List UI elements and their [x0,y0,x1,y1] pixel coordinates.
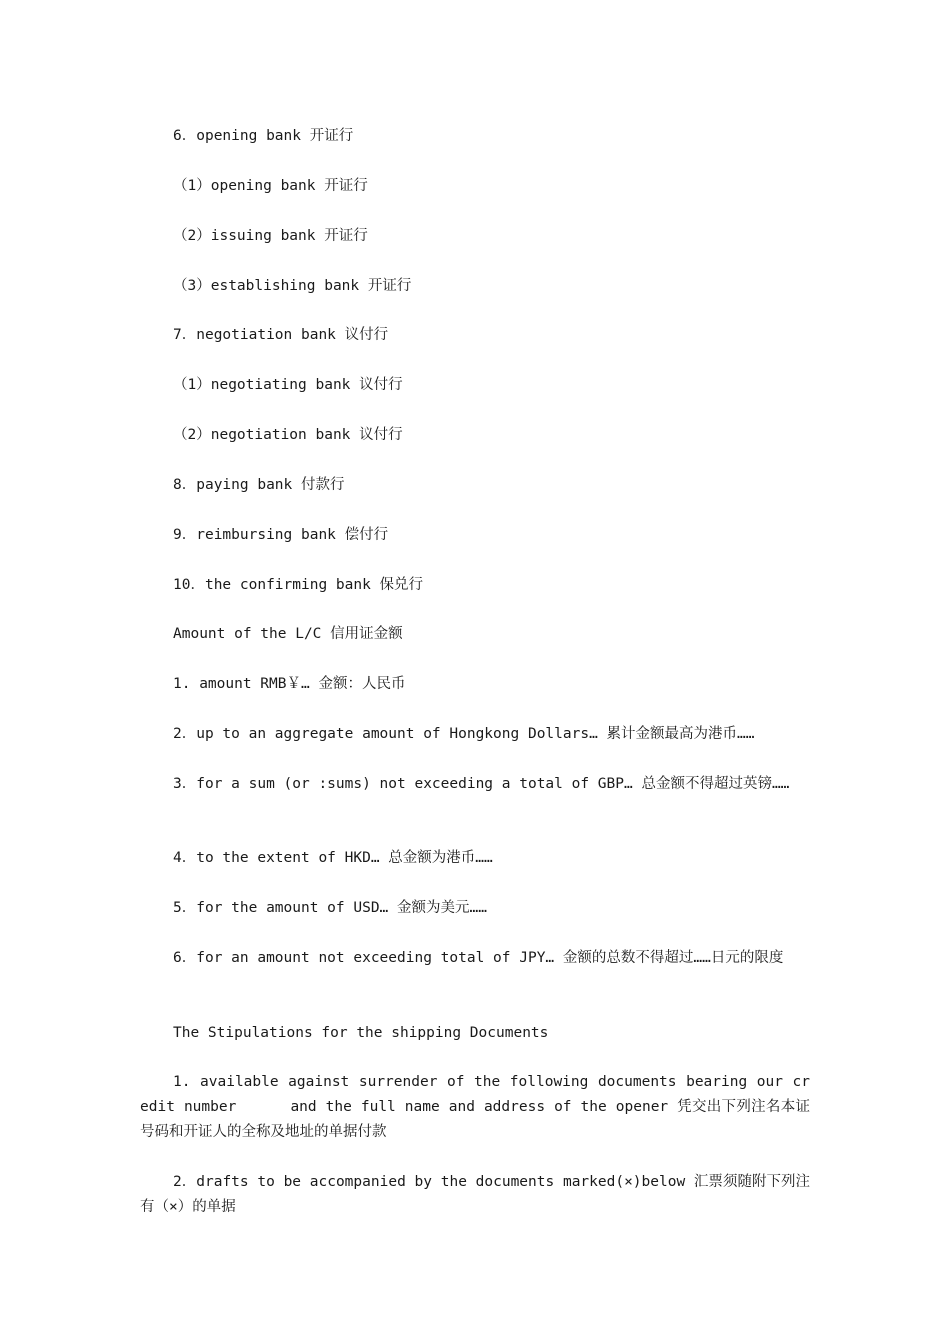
text-line-issuing-bank: （2）issuing bank 开证行 [173,228,368,244]
text-line-amount-usd: 5．for the amount of USD… 金额为美元…… [173,900,487,916]
text-line-negotiation-bank-2: （2）negotiation bank 议付行 [173,427,403,443]
text-line-amount-gbp: 3．for a sum (or :sums) not exceeding a total of GBP… 总金额不得超过英镑…… [173,776,790,792]
text-line-available-against-surrender: 1. available against surrender of the following documents bearing our credit number and the full name and address of the opener 凭交出下列注名本证号码和开证人的全称及地址的单据付款 [140,1074,810,1140]
text-line-amount-hkd-extent: 4．to the extent of HKD… 总金额为港币…… [173,850,493,866]
text-line-confirming-bank: 10．the confirming bank 保兑行 [173,577,424,593]
text-line-establishing-bank: （3）establishing bank 开证行 [173,278,412,294]
text-line-opening-bank-heading: 6．opening bank 开证行 [173,128,354,144]
text-line-negotiation-bank-heading: 7．negotiation bank 议付行 [173,327,389,343]
text-line-negotiating-bank: （1）negotiating bank 议付行 [173,377,403,393]
text-line-paying-bank: 8．paying bank 付款行 [173,477,345,493]
section-heading-amount: Amount of the L/C 信用证金额 [173,626,403,642]
text-line-drafts-accompanied: 2．drafts to be accompanied by the documents marked(×)below 汇票须随附下列注有（×）的单据 [140,1174,810,1215]
text-line-amount-rmb: 1. amount RMB￥… 金额：人民币 [173,676,406,692]
section-heading-shipping-documents: The Stipulations for the shipping Documents [173,1025,549,1041]
text-line-reimbursing-bank: 9．reimbursing bank 偿付行 [173,527,389,543]
text-line-amount-jpy: 6．for an amount not exceeding total of JPY… 金额的总数不得超过……日元的限度 [173,950,784,966]
text-line-opening-bank-1: （1）opening bank 开证行 [173,178,368,194]
text-line-amount-hkd-aggregate: 2．up to an aggregate amount of Hongkong Dollars… 累计金额最高为港币…… [173,726,755,742]
